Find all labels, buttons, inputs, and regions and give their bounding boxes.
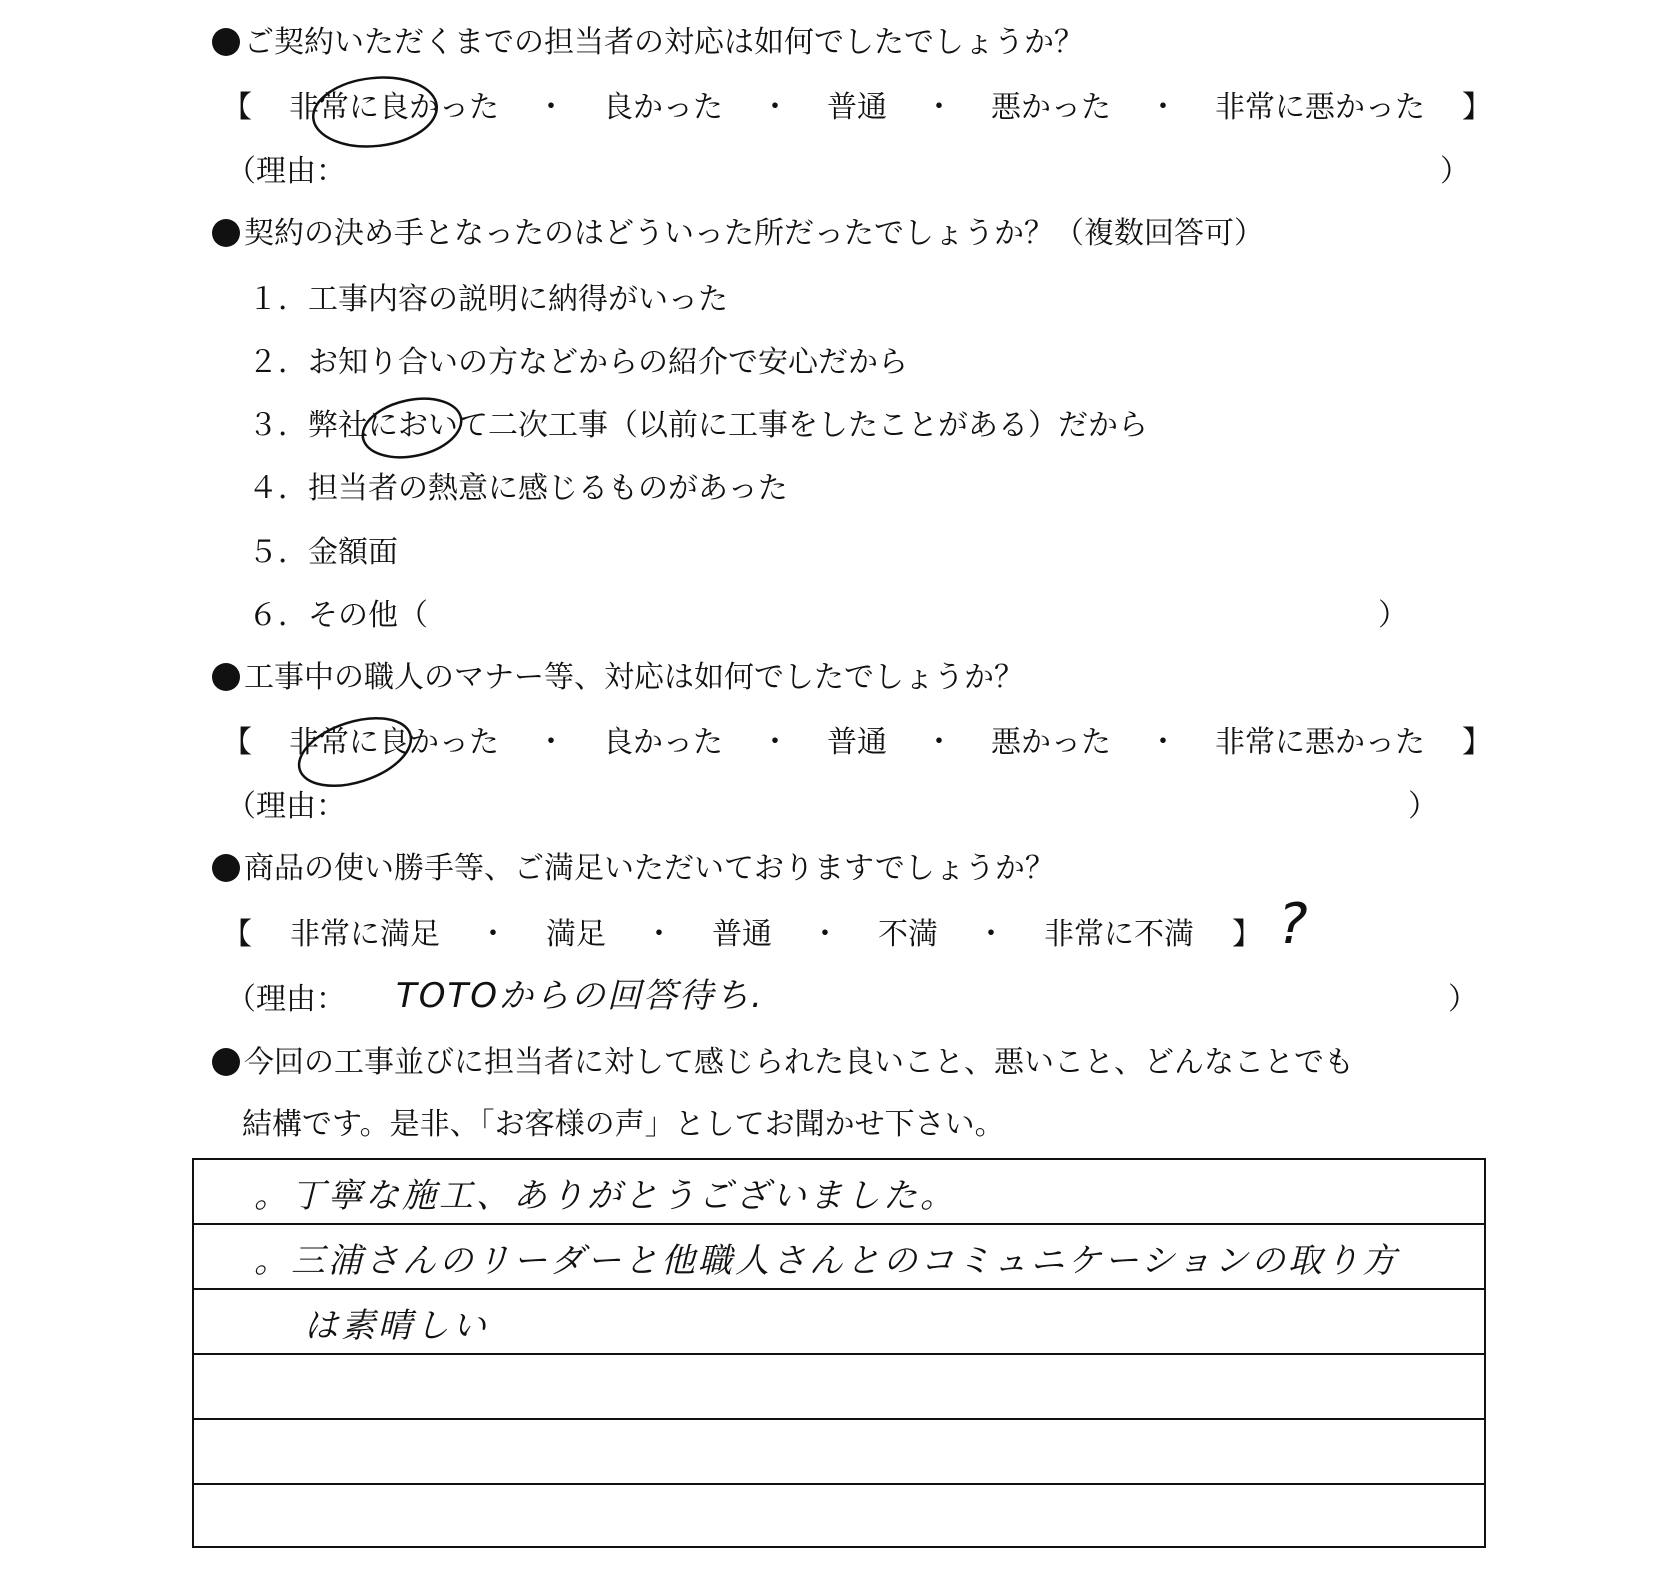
q4-reason-label: （理由： xyxy=(226,982,346,1017)
q4-option-5[interactable]: 非常に不満 xyxy=(1044,917,1194,952)
q2-question-text: 契約の決め手となったのはどういった所だったでしょうか？（複数回答可） xyxy=(244,216,1264,251)
q1-option-2[interactable]: 良かった xyxy=(603,90,723,125)
bullet-icon xyxy=(212,663,240,691)
q3-options xyxy=(222,723,1492,763)
separator: ・ xyxy=(536,725,566,760)
q1-reason xyxy=(226,152,1470,192)
comment-line-3[interactable] xyxy=(194,1290,1484,1355)
item-number: １． xyxy=(248,282,308,317)
comment-box[interactable] xyxy=(192,1158,1486,1548)
q4-options xyxy=(222,915,1262,955)
separator: ・ xyxy=(924,725,954,760)
item-number: ３． xyxy=(248,408,308,443)
q4-option-2[interactable]: 満足 xyxy=(546,917,606,952)
item-number: ２． xyxy=(248,345,308,380)
q4-close-bracket: 】 xyxy=(1232,917,1262,952)
item-number: ４． xyxy=(248,471,308,506)
separator: ・ xyxy=(810,917,840,952)
separator: ・ xyxy=(976,917,1006,952)
q1-question xyxy=(212,24,1084,62)
q3-question xyxy=(212,659,1024,697)
separator: ・ xyxy=(760,90,790,125)
q4-handwritten-mark: ? xyxy=(1278,892,1310,957)
comment-line-5[interactable] xyxy=(194,1420,1484,1485)
bullet-icon xyxy=(212,854,240,882)
q4-option-4[interactable]: 不満 xyxy=(878,917,938,952)
q3-option-1[interactable]: 非常に良かった xyxy=(289,725,499,760)
q1-reason-close: ） xyxy=(1440,154,1470,189)
comment-line-4[interactable] xyxy=(194,1355,1484,1420)
q1-options xyxy=(222,88,1492,128)
q5-question-text-1: 今回の工事並びに担当者に対して感じられた良いこと、悪いこと、どんなことでも xyxy=(244,1045,1354,1080)
q1-option-4[interactable]: 悪かった xyxy=(991,90,1111,125)
q2-question xyxy=(212,215,1264,253)
q3-reason-close: ） xyxy=(1408,789,1438,824)
comment-line-6[interactable] xyxy=(194,1485,1484,1550)
q3-option-4[interactable]: 悪かった xyxy=(991,725,1111,760)
bullet-icon xyxy=(212,1048,240,1076)
separator: ・ xyxy=(760,725,790,760)
item-number: ６． xyxy=(248,598,308,633)
q3-option-3[interactable]: 普通 xyxy=(827,725,887,760)
q4-option-1[interactable]: 非常に満足 xyxy=(290,917,440,952)
q2-item-5[interactable] xyxy=(248,533,398,573)
item-text: 弊社において二次工事（以前に工事をしたことがある）だから xyxy=(308,408,1148,443)
q5-question xyxy=(212,1044,1354,1082)
q4-question-text: 商品の使い勝手等、ご満足いただいておりますでしょうか？ xyxy=(244,851,1055,886)
q3-reason-label: （理由： xyxy=(226,789,346,824)
q2-other-close: ） xyxy=(1378,598,1408,633)
q1-option-3[interactable]: 普通 xyxy=(827,90,887,125)
q3-option-2[interactable]: 良かった xyxy=(603,725,723,760)
q2-item-2[interactable] xyxy=(248,343,908,383)
q3-close-bracket: 】 xyxy=(1462,725,1492,760)
q2-item-4[interactable] xyxy=(248,469,788,509)
q2-item-6[interactable] xyxy=(248,596,1408,636)
comment-line-1[interactable] xyxy=(194,1160,1484,1225)
q4-reason-value[interactable]: TOTOからの回答待ち. xyxy=(396,976,764,1016)
q1-close-bracket: 】 xyxy=(1462,90,1492,125)
separator: ・ xyxy=(924,90,954,125)
separator: ・ xyxy=(1148,90,1178,125)
item-text: 工事内容の説明に納得がいった xyxy=(308,282,728,317)
separator: ・ xyxy=(478,917,508,952)
q4-option-3[interactable]: 普通 xyxy=(712,917,772,952)
q4-reason xyxy=(226,976,1478,1020)
q2-item-1[interactable] xyxy=(248,280,728,320)
q1-open-bracket: 【 xyxy=(222,90,252,125)
separator: ・ xyxy=(644,917,674,952)
comment-text-2: 。三浦さんのリーダーと他職人さんとのコミュニケーションの取り方 xyxy=(254,1241,1399,1281)
item-number: ５． xyxy=(248,535,308,570)
item-text: 担当者の熱意に感じるものがあった xyxy=(308,471,788,506)
item-text: お知り合いの方などからの紹介で安心だから xyxy=(308,345,908,380)
bullet-icon xyxy=(212,219,240,247)
q3-question-text: 工事中の職人のマナー等、対応は如何でしたでしょうか？ xyxy=(244,660,1024,695)
q1-option-1[interactable]: 非常に良かった xyxy=(289,90,499,125)
item-text: 金額面 xyxy=(308,535,398,570)
q1-reason-label: （理由： xyxy=(226,154,346,189)
q5-question-line2: 結構です。是非、「お客様の声」としてお聞かせ下さい。 xyxy=(242,1107,1005,1142)
q4-reason-close: ） xyxy=(1448,982,1478,1017)
q1-question-text: ご契約いただくまでの担当者の対応は如何でしたでしょうか？ xyxy=(244,25,1084,60)
q4-open-bracket: 【 xyxy=(222,917,252,952)
comment-text-1: 。丁寧な施工、ありがとうございました。 xyxy=(254,1176,957,1216)
comment-line-2[interactable] xyxy=(194,1225,1484,1290)
q3-open-bracket: 【 xyxy=(222,725,252,760)
q3-option-5[interactable]: 非常に悪かった xyxy=(1215,725,1425,760)
separator: ・ xyxy=(1148,725,1178,760)
bullet-icon xyxy=(212,28,240,56)
item-text: その他（ xyxy=(308,598,428,633)
comment-text-3: は素晴しい xyxy=(304,1306,489,1346)
q2-item-3[interactable] xyxy=(248,406,1148,446)
q1-option-5[interactable]: 非常に悪かった xyxy=(1215,90,1425,125)
q4-question xyxy=(212,850,1055,888)
separator: ・ xyxy=(536,90,566,125)
q3-reason xyxy=(226,787,1438,827)
